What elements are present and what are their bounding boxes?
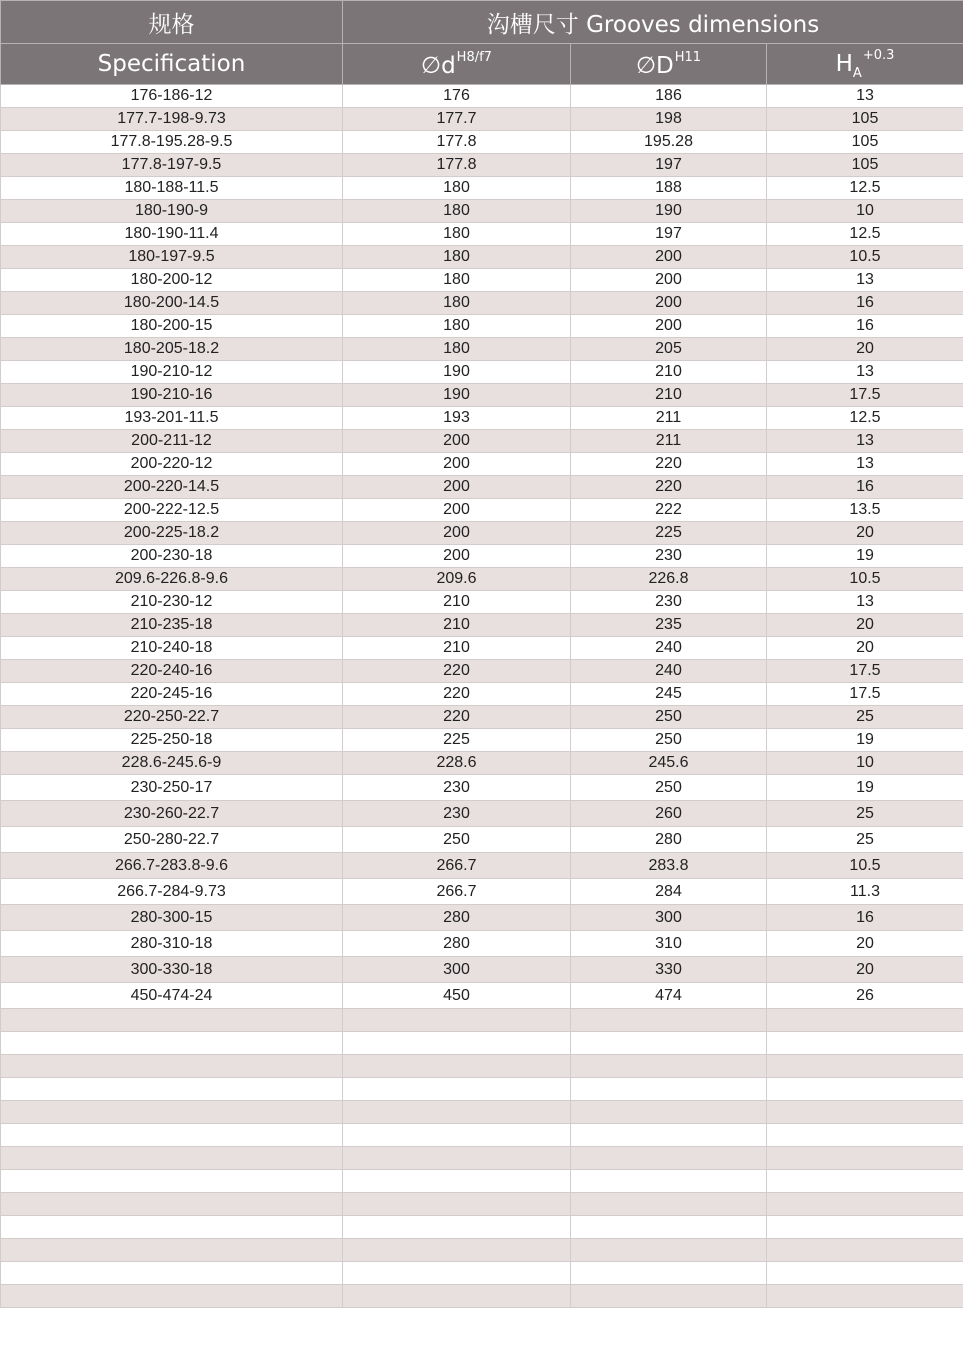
H-cell bbox=[767, 1262, 963, 1285]
d-cell: 180 bbox=[343, 200, 571, 223]
H-cell: 19 bbox=[767, 729, 963, 752]
spec-cell: 280-310-18 bbox=[1, 931, 343, 957]
d-cell: 225 bbox=[343, 729, 571, 752]
table-row bbox=[1, 637, 963, 660]
table-row bbox=[1, 338, 963, 361]
spec-cell: 200-230-18 bbox=[1, 545, 343, 568]
spec-cell: 190-210-12 bbox=[1, 361, 343, 384]
H-cell: 16 bbox=[767, 476, 963, 499]
spec-cell bbox=[1, 1239, 343, 1262]
d-cell: 193 bbox=[343, 407, 571, 430]
empty-table-row bbox=[1, 1055, 963, 1078]
table-row bbox=[1, 931, 963, 957]
H-cell: 13 bbox=[767, 85, 963, 108]
d-cell: 210 bbox=[343, 591, 571, 614]
empty-table-row bbox=[1, 1147, 963, 1170]
H-cell: 25 bbox=[767, 827, 963, 853]
H-cell: 25 bbox=[767, 801, 963, 827]
H-cell: 10.5 bbox=[767, 853, 963, 879]
D-cell: 283.8 bbox=[571, 853, 767, 879]
spec-cell: 177.7-198-9.73 bbox=[1, 108, 343, 131]
spec-cell: 210-235-18 bbox=[1, 614, 343, 637]
D-cell: 225 bbox=[571, 522, 767, 545]
d-cell: 177.8 bbox=[343, 131, 571, 154]
D-cell: 245.6 bbox=[571, 752, 767, 775]
spec-header-cn: 规格 bbox=[1, 1, 343, 44]
table-row bbox=[1, 905, 963, 931]
spec-cell: 180-200-12 bbox=[1, 269, 343, 292]
H-cell: 26 bbox=[767, 983, 963, 1009]
spec-cell: 250-280-22.7 bbox=[1, 827, 343, 853]
table-row bbox=[1, 660, 963, 683]
D-cell bbox=[571, 1170, 767, 1193]
D-cell bbox=[571, 1078, 767, 1101]
D-cell: 195.28 bbox=[571, 131, 767, 154]
empty-table-row bbox=[1, 1032, 963, 1055]
d-cell bbox=[343, 1124, 571, 1147]
d-cell bbox=[343, 1055, 571, 1078]
d-cell: 230 bbox=[343, 801, 571, 827]
spec-cell: 200-220-12 bbox=[1, 453, 343, 476]
D-cell bbox=[571, 1124, 767, 1147]
spec-cell: 200-220-14.5 bbox=[1, 476, 343, 499]
D-cell: 300 bbox=[571, 905, 767, 931]
H-cell bbox=[767, 1124, 963, 1147]
d-cell bbox=[343, 1101, 571, 1124]
D-cell: 197 bbox=[571, 154, 767, 177]
d-cell: 450 bbox=[343, 983, 571, 1009]
H-cell: 17.5 bbox=[767, 384, 963, 407]
D-cell bbox=[571, 1147, 767, 1170]
table-row bbox=[1, 200, 963, 223]
spec-cell: 210-240-18 bbox=[1, 637, 343, 660]
D-cell: 186 bbox=[571, 85, 767, 108]
d-cell bbox=[343, 1239, 571, 1262]
col-H-symbol: H bbox=[835, 50, 853, 77]
table-body bbox=[1, 85, 963, 1308]
d-cell: 280 bbox=[343, 931, 571, 957]
col-H-header bbox=[767, 44, 963, 85]
H-cell bbox=[767, 1239, 963, 1262]
spec-cell: 190-210-16 bbox=[1, 384, 343, 407]
spec-header-en: Specification bbox=[1, 44, 343, 85]
spec-cell: 180-200-15 bbox=[1, 315, 343, 338]
spec-cell: 230-250-17 bbox=[1, 775, 343, 801]
table-row bbox=[1, 85, 963, 108]
H-cell: 19 bbox=[767, 545, 963, 568]
d-cell: 200 bbox=[343, 499, 571, 522]
spec-cell: 177.8-195.28-9.5 bbox=[1, 131, 343, 154]
d-cell: 210 bbox=[343, 614, 571, 637]
spec-cell: 200-211-12 bbox=[1, 430, 343, 453]
D-cell: 250 bbox=[571, 706, 767, 729]
spec-cell bbox=[1, 1170, 343, 1193]
d-cell: 200 bbox=[343, 476, 571, 499]
grooves-header: 沟槽尺寸 Grooves dimensions bbox=[343, 1, 963, 44]
spec-cell: 180-190-11.4 bbox=[1, 223, 343, 246]
D-cell: 235 bbox=[571, 614, 767, 637]
D-cell bbox=[571, 1193, 767, 1216]
empty-table-row bbox=[1, 1124, 963, 1147]
spec-cell bbox=[1, 1147, 343, 1170]
D-cell: 190 bbox=[571, 200, 767, 223]
d-cell: 210 bbox=[343, 637, 571, 660]
table-row bbox=[1, 522, 963, 545]
D-cell: 200 bbox=[571, 292, 767, 315]
H-cell: 11.3 bbox=[767, 879, 963, 905]
H-cell bbox=[767, 1009, 963, 1032]
H-cell: 17.5 bbox=[767, 683, 963, 706]
H-cell bbox=[767, 1193, 963, 1216]
spec-cell: 180-205-18.2 bbox=[1, 338, 343, 361]
spec-cell bbox=[1, 1124, 343, 1147]
empty-table-row bbox=[1, 1101, 963, 1124]
table-row bbox=[1, 729, 963, 752]
H-cell: 17.5 bbox=[767, 660, 963, 683]
table-row bbox=[1, 384, 963, 407]
d-cell bbox=[343, 1193, 571, 1216]
D-cell: 230 bbox=[571, 591, 767, 614]
H-cell bbox=[767, 1032, 963, 1055]
d-cell: 220 bbox=[343, 660, 571, 683]
D-cell: 205 bbox=[571, 338, 767, 361]
table-row bbox=[1, 476, 963, 499]
table-row bbox=[1, 407, 963, 430]
spec-cell bbox=[1, 1032, 343, 1055]
H-cell: 105 bbox=[767, 154, 963, 177]
d-cell: 177.7 bbox=[343, 108, 571, 131]
d-cell: 300 bbox=[343, 957, 571, 983]
spec-cell: 180-197-9.5 bbox=[1, 246, 343, 269]
d-cell: 280 bbox=[343, 905, 571, 931]
spec-cell bbox=[1, 1285, 343, 1308]
col-D-tolerance: H11 bbox=[674, 49, 702, 65]
d-cell: 230 bbox=[343, 775, 571, 801]
spec-cell: 209.6-226.8-9.6 bbox=[1, 568, 343, 591]
empty-table-row bbox=[1, 1009, 963, 1032]
D-cell: 310 bbox=[571, 931, 767, 957]
spec-cell bbox=[1, 1078, 343, 1101]
table-row bbox=[1, 591, 963, 614]
d-cell bbox=[343, 1147, 571, 1170]
col-d-tolerance: H8/f7 bbox=[456, 49, 492, 65]
D-cell: 284 bbox=[571, 879, 767, 905]
D-cell: 260 bbox=[571, 801, 767, 827]
D-cell bbox=[571, 1239, 767, 1262]
spec-cell: 266.7-284-9.73 bbox=[1, 879, 343, 905]
H-cell: 13.5 bbox=[767, 499, 963, 522]
table-row bbox=[1, 752, 963, 775]
col-H-tolerance: +0.3 bbox=[862, 47, 895, 63]
D-cell: 250 bbox=[571, 729, 767, 752]
empty-table-row bbox=[1, 1193, 963, 1216]
table-row bbox=[1, 131, 963, 154]
spec-cell bbox=[1, 1193, 343, 1216]
table-row bbox=[1, 801, 963, 827]
H-cell bbox=[767, 1285, 963, 1308]
D-cell bbox=[571, 1285, 767, 1308]
spec-cell: 220-245-16 bbox=[1, 683, 343, 706]
H-cell bbox=[767, 1055, 963, 1078]
d-cell bbox=[343, 1170, 571, 1193]
col-D-symbol: ∅D bbox=[635, 52, 674, 79]
d-cell bbox=[343, 1262, 571, 1285]
H-cell: 16 bbox=[767, 292, 963, 315]
D-cell: 245 bbox=[571, 683, 767, 706]
d-cell: 228.6 bbox=[343, 752, 571, 775]
empty-table-row bbox=[1, 1216, 963, 1239]
d-cell: 180 bbox=[343, 269, 571, 292]
d-cell: 176 bbox=[343, 85, 571, 108]
D-cell bbox=[571, 1101, 767, 1124]
spec-cell: 200-222-12.5 bbox=[1, 499, 343, 522]
spec-cell bbox=[1, 1101, 343, 1124]
d-cell: 200 bbox=[343, 545, 571, 568]
D-cell: 210 bbox=[571, 384, 767, 407]
spec-cell: 210-230-12 bbox=[1, 591, 343, 614]
D-cell: 226.8 bbox=[571, 568, 767, 591]
H-cell bbox=[767, 1147, 963, 1170]
D-cell: 188 bbox=[571, 177, 767, 200]
table-row bbox=[1, 154, 963, 177]
H-cell: 10.5 bbox=[767, 568, 963, 591]
table-row bbox=[1, 683, 963, 706]
D-cell: 200 bbox=[571, 269, 767, 292]
d-cell bbox=[343, 1216, 571, 1239]
D-cell bbox=[571, 1216, 767, 1239]
H-cell: 105 bbox=[767, 108, 963, 131]
table-row bbox=[1, 269, 963, 292]
spec-cell: 180-200-14.5 bbox=[1, 292, 343, 315]
table-row bbox=[1, 177, 963, 200]
H-cell: 19 bbox=[767, 775, 963, 801]
spec-cell: 220-240-16 bbox=[1, 660, 343, 683]
D-cell: 220 bbox=[571, 453, 767, 476]
H-cell: 13 bbox=[767, 269, 963, 292]
H-cell: 16 bbox=[767, 905, 963, 931]
H-cell bbox=[767, 1101, 963, 1124]
D-cell bbox=[571, 1009, 767, 1032]
D-cell: 250 bbox=[571, 775, 767, 801]
d-cell: 180 bbox=[343, 223, 571, 246]
d-cell bbox=[343, 1285, 571, 1308]
H-cell: 20 bbox=[767, 637, 963, 660]
empty-table-row bbox=[1, 1239, 963, 1262]
table-row bbox=[1, 983, 963, 1009]
D-cell: 200 bbox=[571, 246, 767, 269]
H-cell: 20 bbox=[767, 338, 963, 361]
spec-cell: 450-474-24 bbox=[1, 983, 343, 1009]
D-cell: 240 bbox=[571, 660, 767, 683]
col-D-header bbox=[571, 44, 767, 85]
spec-cell: 220-250-22.7 bbox=[1, 706, 343, 729]
D-cell: 280 bbox=[571, 827, 767, 853]
d-cell: 190 bbox=[343, 361, 571, 384]
H-cell: 20 bbox=[767, 957, 963, 983]
table-row bbox=[1, 879, 963, 905]
H-cell: 12.5 bbox=[767, 407, 963, 430]
spec-cell bbox=[1, 1009, 343, 1032]
spec-cell bbox=[1, 1055, 343, 1078]
empty-table-row bbox=[1, 1170, 963, 1193]
d-cell: 220 bbox=[343, 683, 571, 706]
spec-cell: 280-300-15 bbox=[1, 905, 343, 931]
table-row bbox=[1, 827, 963, 853]
H-cell: 16 bbox=[767, 315, 963, 338]
d-cell: 180 bbox=[343, 292, 571, 315]
D-cell: 211 bbox=[571, 430, 767, 453]
H-cell bbox=[767, 1216, 963, 1239]
D-cell bbox=[571, 1055, 767, 1078]
spec-cell bbox=[1, 1262, 343, 1285]
table-row bbox=[1, 430, 963, 453]
table-row bbox=[1, 223, 963, 246]
d-cell: 180 bbox=[343, 246, 571, 269]
d-cell: 180 bbox=[343, 315, 571, 338]
H-cell: 12.5 bbox=[767, 177, 963, 200]
table-row bbox=[1, 957, 963, 983]
D-cell: 210 bbox=[571, 361, 767, 384]
table-row bbox=[1, 568, 963, 591]
col-d-symbol: ∅d bbox=[421, 52, 456, 79]
D-cell: 330 bbox=[571, 957, 767, 983]
empty-table-row bbox=[1, 1285, 963, 1308]
empty-table-row bbox=[1, 1262, 963, 1285]
spec-cell: 193-201-11.5 bbox=[1, 407, 343, 430]
D-cell: 197 bbox=[571, 223, 767, 246]
D-cell: 474 bbox=[571, 983, 767, 1009]
table-row bbox=[1, 545, 963, 568]
D-cell bbox=[571, 1032, 767, 1055]
H-cell: 20 bbox=[767, 522, 963, 545]
spec-cell: 225-250-18 bbox=[1, 729, 343, 752]
D-cell: 200 bbox=[571, 315, 767, 338]
d-cell: 200 bbox=[343, 453, 571, 476]
H-cell: 12.5 bbox=[767, 223, 963, 246]
spec-cell: 177.8-197-9.5 bbox=[1, 154, 343, 177]
H-cell bbox=[767, 1170, 963, 1193]
d-cell: 180 bbox=[343, 177, 571, 200]
H-cell: 13 bbox=[767, 591, 963, 614]
H-cell: 20 bbox=[767, 931, 963, 957]
d-cell: 200 bbox=[343, 430, 571, 453]
H-cell: 13 bbox=[767, 430, 963, 453]
table-row bbox=[1, 315, 963, 338]
spec-cell: 300-330-18 bbox=[1, 957, 343, 983]
table-row bbox=[1, 292, 963, 315]
D-cell: 198 bbox=[571, 108, 767, 131]
table-row bbox=[1, 108, 963, 131]
d-cell bbox=[343, 1032, 571, 1055]
D-cell: 222 bbox=[571, 499, 767, 522]
col-d-header bbox=[343, 44, 571, 85]
d-cell: 250 bbox=[343, 827, 571, 853]
spec-cell: 180-190-9 bbox=[1, 200, 343, 223]
D-cell: 240 bbox=[571, 637, 767, 660]
H-cell: 13 bbox=[767, 361, 963, 384]
col-H-subscript: A bbox=[852, 65, 862, 81]
spec-cell: 266.7-283.8-9.6 bbox=[1, 853, 343, 879]
table-row bbox=[1, 361, 963, 384]
d-cell: 180 bbox=[343, 338, 571, 361]
d-cell: 266.7 bbox=[343, 879, 571, 905]
table-row bbox=[1, 246, 963, 269]
H-cell: 25 bbox=[767, 706, 963, 729]
d-cell bbox=[343, 1078, 571, 1101]
spec-cell: 200-225-18.2 bbox=[1, 522, 343, 545]
H-cell: 20 bbox=[767, 614, 963, 637]
d-cell bbox=[343, 1009, 571, 1032]
d-cell: 220 bbox=[343, 706, 571, 729]
table-row bbox=[1, 499, 963, 522]
spec-cell: 176-186-12 bbox=[1, 85, 343, 108]
d-cell: 209.6 bbox=[343, 568, 571, 591]
D-cell: 211 bbox=[571, 407, 767, 430]
table-row bbox=[1, 853, 963, 879]
table-row bbox=[1, 775, 963, 801]
spec-cell: 228.6-245.6-9 bbox=[1, 752, 343, 775]
D-cell: 220 bbox=[571, 476, 767, 499]
spec-cell: 230-260-22.7 bbox=[1, 801, 343, 827]
empty-table-row bbox=[1, 1078, 963, 1101]
table-row bbox=[1, 453, 963, 476]
d-cell: 177.8 bbox=[343, 154, 571, 177]
H-cell: 10 bbox=[767, 200, 963, 223]
D-cell: 230 bbox=[571, 545, 767, 568]
spec-cell: 180-188-11.5 bbox=[1, 177, 343, 200]
D-cell bbox=[571, 1262, 767, 1285]
table-row bbox=[1, 614, 963, 637]
H-cell: 105 bbox=[767, 131, 963, 154]
H-cell bbox=[767, 1078, 963, 1101]
H-cell: 13 bbox=[767, 453, 963, 476]
table-row bbox=[1, 706, 963, 729]
d-cell: 200 bbox=[343, 522, 571, 545]
H-cell: 10 bbox=[767, 752, 963, 775]
spec-cell bbox=[1, 1216, 343, 1239]
d-cell: 190 bbox=[343, 384, 571, 407]
H-cell: 10.5 bbox=[767, 246, 963, 269]
d-cell: 266.7 bbox=[343, 853, 571, 879]
